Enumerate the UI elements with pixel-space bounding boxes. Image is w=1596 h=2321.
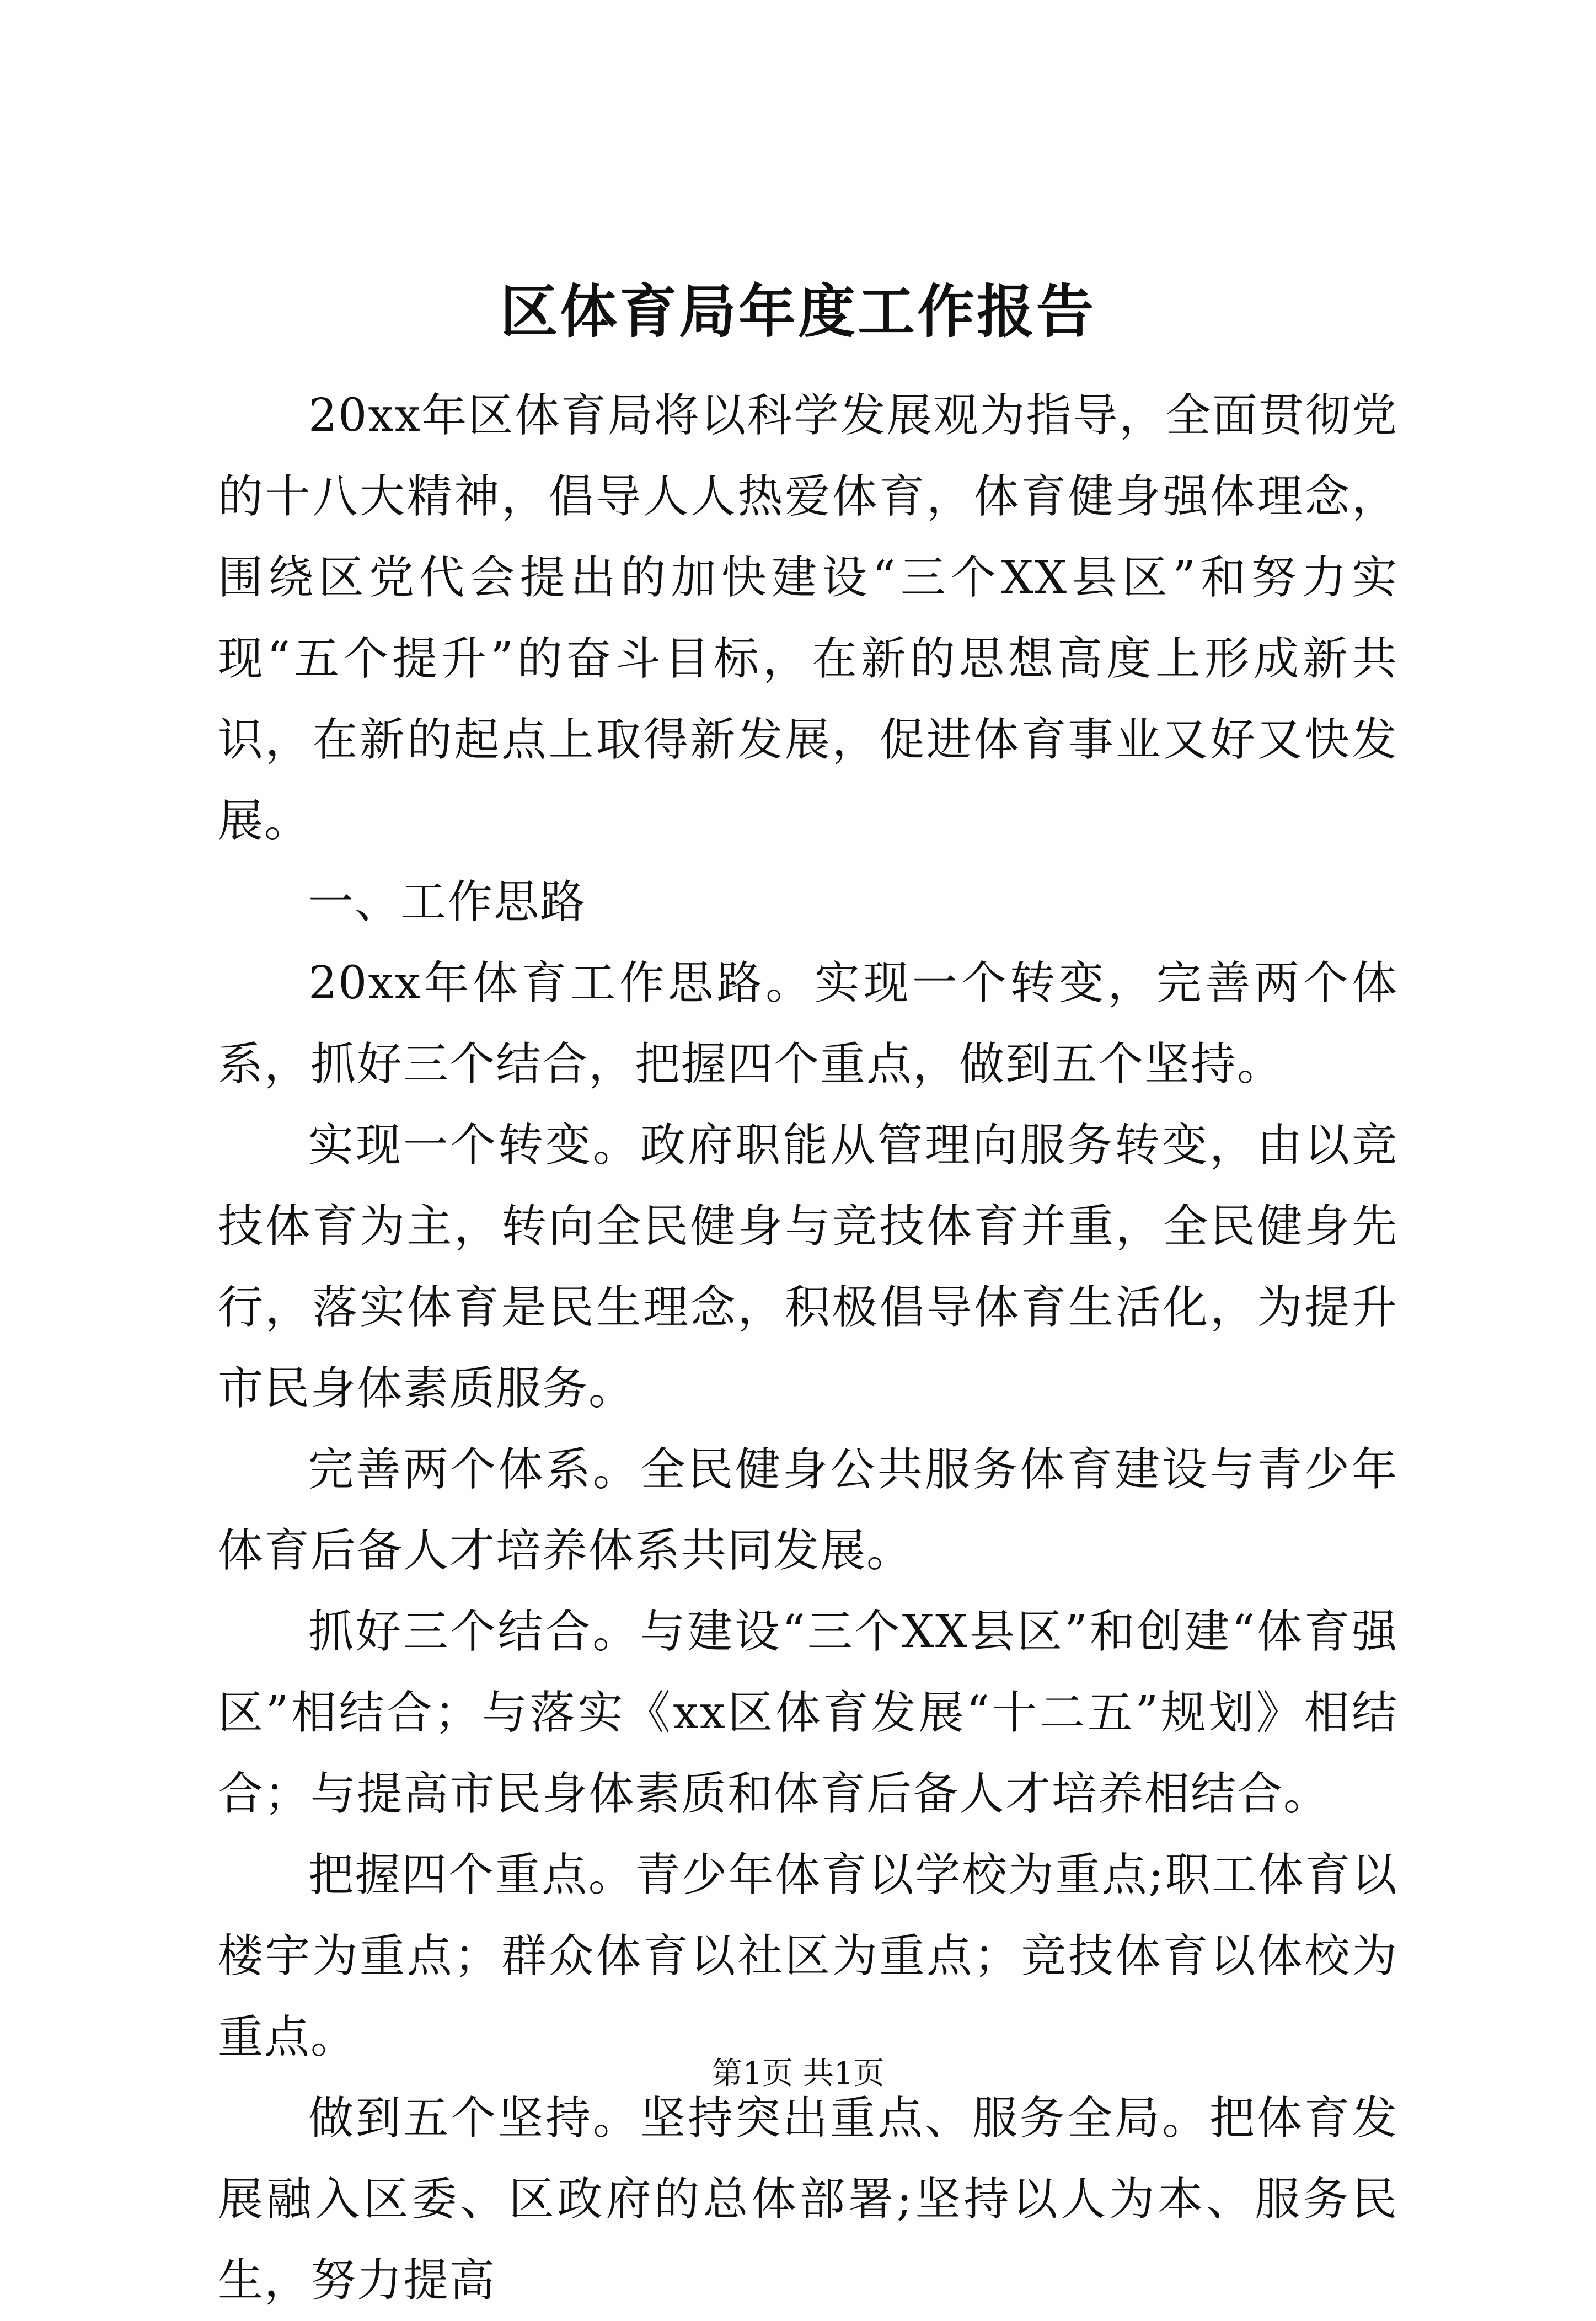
- section-heading-work-ideas: 一、工作思路: [308, 876, 587, 928]
- paragraph-five-persistences: 做到五个坚持。坚持突出重点、服务全局。把体育发展融入区委、区政府的总体部署;坚持以人为本、服务民生，努力提高: [218, 2092, 1398, 2307]
- paragraph-four-priorities: 把握四个重点。青少年体育以学校为重点;职工体育以楼宇为重点；群众体育以社区为重点；竞技体育以体校为重点。: [218, 1849, 1398, 2063]
- document-body: [218, 375, 1398, 2321]
- paragraph-one-transformation: 实现一个转变。政府职能从管理向服务转变，由以竞技体育为主，转向全民健身与竞技体育并重，全民健身先行，落实体育是民生理念，积极倡导体育生活化，为提升市民身体素质服务。: [218, 1119, 1398, 1415]
- paragraph-intro: 20xx年区体育局将以科学发展观为指导，全面贯彻党的十八大精神，倡导人人热爱体育，体育健身强体理念，围绕区党代会提出的加快建设“三个XX县区”和努力实现“五个提升”的奋斗目标，在新的思想高度上形成新共识，在新的起点上取得新发展，促进体育事业又好又快发展。: [218, 389, 1398, 847]
- paragraph-two-systems: 完善两个体系。全民健身公共服务体育建设与青少年体育后备人才培养体系共同发展。: [218, 1443, 1398, 1577]
- page-footer: 第1页 共1页: [711, 2056, 885, 2092]
- paragraph-work-ideas: 20xx年体育工作思路。实现一个转变，完善两个体系，抓好三个结合，把握四个重点，做到五个坚持。: [218, 957, 1398, 1090]
- paragraph-three-combinations: 抓好三个结合。与建设“三个XX县区”和创建“体育强区”相结合；与落实《xx区体育发展“十二五”规划》相结合；与提高市民身体素质和体育后备人才培养相结合。: [218, 1606, 1398, 1820]
- document-title: 区体育局年度工作报告: [500, 277, 1096, 345]
